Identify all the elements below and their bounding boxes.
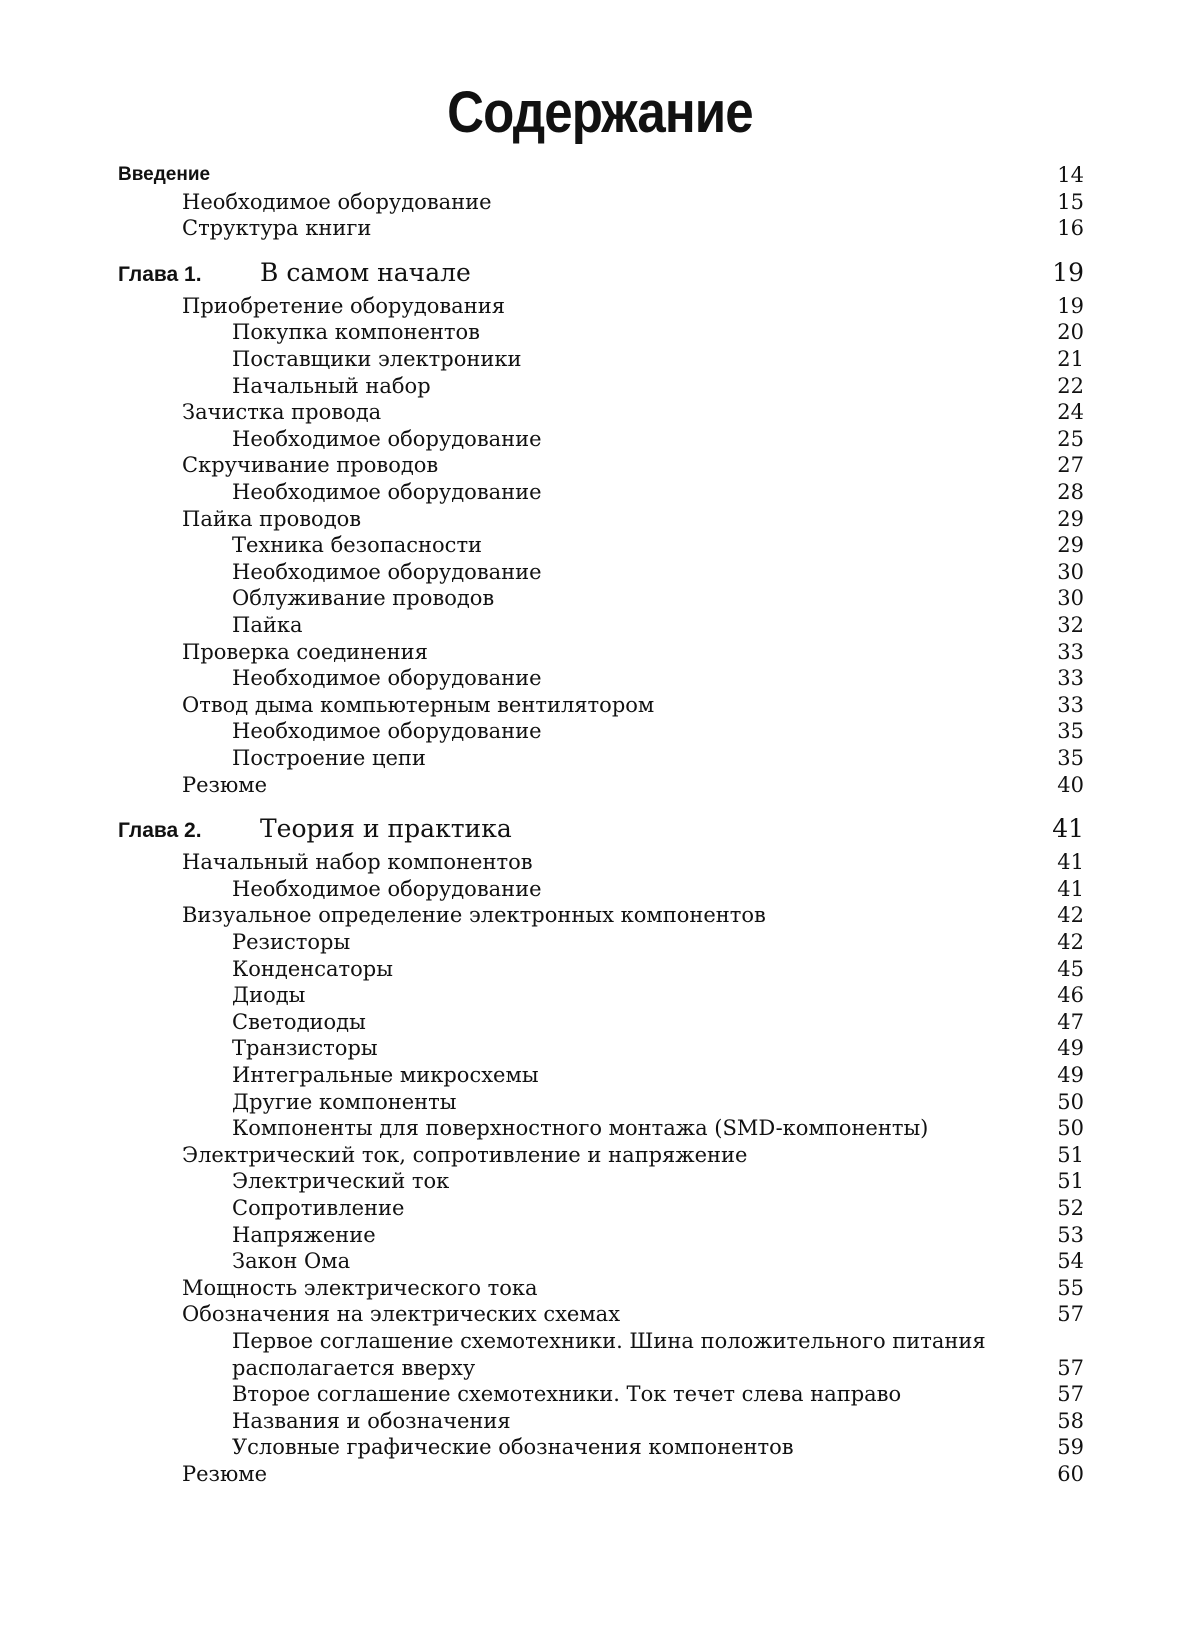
toc-subsection-title: Необходимое оборудование	[232, 876, 542, 901]
toc-subsection-title: Необходимое оборудование	[232, 559, 542, 584]
toc-page-number: 51	[1057, 1169, 1084, 1194]
toc-subsection-title: Начальный набор	[232, 373, 431, 398]
toc-subsection-title: Пайка	[232, 613, 303, 637]
toc-subsection-title: Облуживание проводов	[232, 586, 495, 611]
toc-subsection-title: Светодиоды	[232, 1009, 366, 1034]
toc-subsection-title: Интегральные микросхемы	[232, 1063, 539, 1087]
toc-page-number: 59	[1057, 1435, 1084, 1460]
toc-chapter-label: Глава 2.	[118, 819, 202, 843]
toc-page-number: 53	[1057, 1222, 1084, 1247]
toc-subsection-title: Построение цепи	[232, 746, 426, 770]
toc-page-number: 21	[1057, 347, 1084, 371]
toc-page-number: 33	[1057, 639, 1084, 664]
toc-page-number: 15	[1057, 189, 1084, 214]
toc-subsection-title: Резисторы	[232, 930, 351, 954]
toc-page-number: 29	[1057, 506, 1084, 531]
toc-subsection-title: Поставщики электроники	[232, 347, 522, 371]
toc-page-number: 20	[1057, 320, 1084, 345]
toc-section-title: Пайка проводов	[182, 506, 362, 531]
toc-page-number: 35	[1057, 719, 1084, 744]
toc-subsection-title: Электрический ток	[232, 1169, 450, 1194]
toc-section-title: Отвод дыма компьютерным вентилятором	[182, 692, 655, 717]
toc-page-number: 33	[1057, 666, 1084, 691]
toc-page-number: 16	[1057, 216, 1084, 241]
toc-subsection-title: располагается вверху	[232, 1355, 476, 1380]
toc-subsection-title: Напряжение	[232, 1222, 376, 1247]
toc-subsection-title: Необходимое оборудование	[232, 719, 542, 744]
toc-subsection-title: Названия и обозначения	[232, 1408, 511, 1433]
toc-subsection-title: Компоненты для поверхностного монтажа (SMD-компоненты)	[232, 1116, 929, 1141]
toc-page-number: 41	[1057, 850, 1084, 875]
toc-section-title: Приобретение оборудования	[182, 293, 505, 318]
toc-chapter-page: 19	[1052, 257, 1084, 287]
toc-page-number: 33	[1057, 692, 1084, 717]
toc-page-number: 57	[1057, 1302, 1084, 1327]
toc-page-number: 50	[1057, 1089, 1084, 1114]
toc-page-number: 58	[1057, 1408, 1084, 1433]
toc-page-number: 22	[1057, 373, 1084, 398]
toc-chapter-title: Теория и практика	[260, 814, 512, 844]
toc-subsection-title: Сопротивление	[232, 1196, 405, 1220]
toc-intro-heading: Введение	[118, 164, 211, 185]
toc-section-title: Проверка соединения	[182, 639, 428, 664]
toc-page-number: 19	[1057, 293, 1084, 318]
toc-section-title: Необходимое оборудование	[182, 189, 492, 214]
toc-page-number: 29	[1057, 533, 1084, 558]
toc-subsection-title: Второе соглашение схемотехники. Ток течет слева направо	[232, 1382, 902, 1407]
toc-page-number: 27	[1057, 453, 1084, 478]
toc-subsection-title: Необходимое оборудование	[232, 666, 542, 691]
toc-subsection-title: Необходимое оборудование	[232, 426, 542, 451]
toc-page-number: 40	[1057, 772, 1084, 797]
toc-section-title: Структура книги	[182, 216, 372, 241]
toc-section-title: Электрический ток, сопротивление и напряжение	[182, 1142, 748, 1167]
toc-page-number: 25	[1057, 426, 1084, 451]
toc-page-number: 14	[1057, 163, 1084, 187]
toc-section-title: Скручивание проводов	[182, 453, 439, 478]
toc-section-title: Обозначения на электрических схемах	[182, 1302, 621, 1327]
toc-chapter-label: Глава 1.	[118, 262, 202, 286]
toc-section-title: Резюме	[182, 1462, 268, 1486]
toc-page-number: 47	[1057, 1009, 1084, 1034]
toc-page-number: 42	[1057, 903, 1084, 928]
toc-page-number: 50	[1057, 1116, 1084, 1141]
toc-page-number: 32	[1057, 613, 1084, 637]
toc-page-number: 41	[1057, 876, 1084, 901]
toc-page-number: 52	[1057, 1196, 1084, 1220]
toc-section-title: Визуальное определение электронных компонентов	[182, 903, 766, 928]
toc-page-number: 24	[1057, 400, 1084, 425]
toc-page-number: 55	[1057, 1275, 1084, 1300]
toc-page-number: 57	[1057, 1355, 1084, 1380]
toc-subsection-title: Техника безопасности	[232, 533, 483, 558]
toc-page-number: 57	[1057, 1382, 1084, 1407]
toc-subsection-title: Конденсаторы	[232, 956, 393, 981]
toc-section-title: Мощность электрического тока	[182, 1275, 538, 1300]
toc-section-title: Зачистка провода	[182, 400, 382, 425]
toc-section-title: Начальный набор компонентов	[182, 850, 533, 875]
toc-chapter-title: В самом начале	[260, 257, 471, 287]
toc-page-number: 51	[1057, 1142, 1084, 1167]
toc-page-number: 28	[1057, 480, 1084, 504]
page-title: Содержание	[447, 80, 753, 145]
toc-page-number: 30	[1057, 586, 1084, 611]
toc-page-number: 46	[1057, 983, 1084, 1008]
toc-page-number: 60	[1057, 1462, 1084, 1486]
toc-subsection-title: Первое соглашение схемотехники. Шина положительного питания	[232, 1329, 986, 1353]
toc-subsection-title: Другие компоненты	[232, 1089, 457, 1114]
toc-page-number: 49	[1057, 1063, 1084, 1087]
toc-subsection-title: Условные графические обозначения компонентов	[232, 1435, 794, 1460]
toc-subsection-title: Диоды	[232, 983, 306, 1008]
toc-chapter-page: 41	[1052, 814, 1084, 844]
toc-page-number: 54	[1057, 1249, 1084, 1274]
toc-page-number: 30	[1057, 559, 1084, 584]
toc-subsection-title: Закон Ома	[232, 1249, 351, 1274]
toc-page-number: 42	[1057, 930, 1084, 954]
toc-subsection-title: Необходимое оборудование	[232, 480, 542, 504]
toc-section-title: Резюме	[182, 772, 268, 797]
toc-subsection-title: Покупка компонентов	[232, 320, 481, 345]
toc-page-number: 45	[1057, 956, 1084, 981]
toc-page-number: 49	[1057, 1036, 1084, 1061]
toc-page-number: 35	[1057, 746, 1084, 770]
toc-subsection-title: Транзисторы	[232, 1036, 378, 1061]
